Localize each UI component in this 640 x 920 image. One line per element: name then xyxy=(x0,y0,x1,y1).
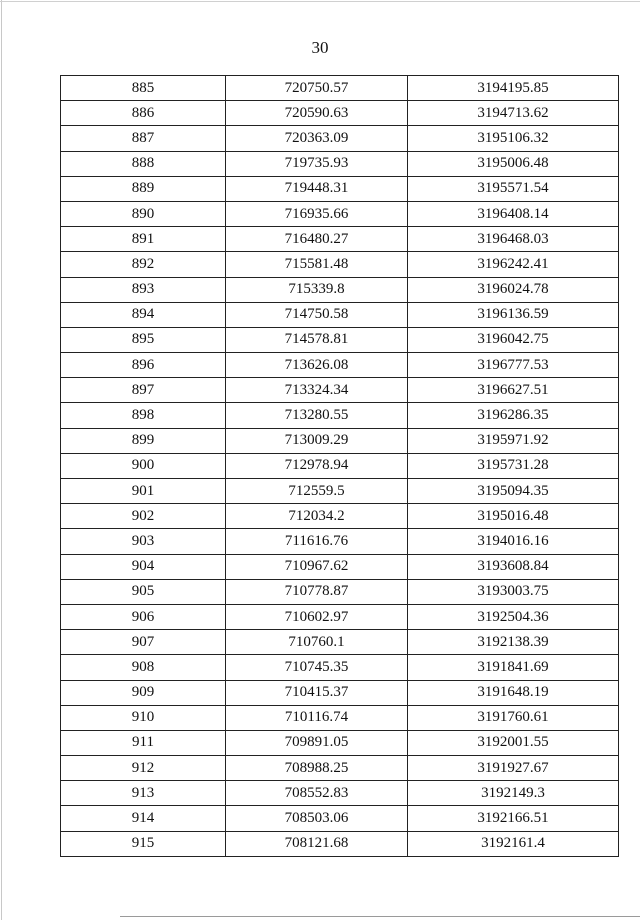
table-row xyxy=(61,781,619,806)
point-number-cell: 894 xyxy=(61,302,226,327)
y-coordinate-cell: 3195006.48 xyxy=(408,151,619,176)
point-number-cell: 897 xyxy=(61,378,226,403)
point-number-cell: 899 xyxy=(61,428,226,453)
table-row xyxy=(61,126,619,151)
table-row xyxy=(61,327,619,352)
x-coordinate-cell: 708988.25 xyxy=(226,756,408,781)
point-number-cell: 887 xyxy=(61,126,226,151)
point-number-cell: 886 xyxy=(61,101,226,126)
table-row xyxy=(61,277,619,302)
y-coordinate-cell: 3195094.35 xyxy=(408,479,619,504)
point-number-cell: 905 xyxy=(61,579,226,604)
table-row xyxy=(61,176,619,201)
point-number-cell: 915 xyxy=(61,831,226,856)
table-row xyxy=(61,806,619,831)
y-coordinate-cell: 3195571.54 xyxy=(408,176,619,201)
x-coordinate-cell: 714750.58 xyxy=(226,302,408,327)
point-number-cell: 902 xyxy=(61,504,226,529)
point-number-cell: 900 xyxy=(61,453,226,478)
x-coordinate-cell: 716935.66 xyxy=(226,201,408,226)
point-number-cell: 892 xyxy=(61,252,226,277)
y-coordinate-cell: 3192504.36 xyxy=(408,604,619,629)
table-row xyxy=(61,227,619,252)
point-number-cell: 888 xyxy=(61,151,226,176)
table-row xyxy=(61,831,619,856)
x-coordinate-cell: 720590.63 xyxy=(226,101,408,126)
page-number: 30 xyxy=(311,38,329,57)
table-row xyxy=(61,554,619,579)
point-number-cell: 907 xyxy=(61,630,226,655)
y-coordinate-cell: 3192166.51 xyxy=(408,806,619,831)
x-coordinate-cell: 710967.62 xyxy=(226,554,408,579)
point-number-cell: 909 xyxy=(61,680,226,705)
table-row xyxy=(61,428,619,453)
x-coordinate-cell: 708552.83 xyxy=(226,781,408,806)
table-row xyxy=(61,378,619,403)
table-row xyxy=(61,756,619,781)
table-row xyxy=(61,730,619,755)
table-row xyxy=(61,529,619,554)
point-number-cell: 910 xyxy=(61,705,226,730)
point-number-cell: 904 xyxy=(61,554,226,579)
x-coordinate-cell: 712559.5 xyxy=(226,479,408,504)
y-coordinate-cell: 3195016.48 xyxy=(408,504,619,529)
point-number-cell: 906 xyxy=(61,604,226,629)
x-coordinate-cell: 711616.76 xyxy=(226,529,408,554)
point-number-cell: 890 xyxy=(61,201,226,226)
x-coordinate-cell: 708121.68 xyxy=(226,831,408,856)
point-number-cell: 885 xyxy=(61,76,226,101)
x-coordinate-cell: 710116.74 xyxy=(226,705,408,730)
y-coordinate-cell: 3196042.75 xyxy=(408,327,619,352)
x-coordinate-cell: 712034.2 xyxy=(226,504,408,529)
y-coordinate-cell: 3192001.55 xyxy=(408,730,619,755)
table-row xyxy=(61,353,619,378)
point-number-cell: 895 xyxy=(61,327,226,352)
x-coordinate-cell: 713280.55 xyxy=(226,403,408,428)
table-row xyxy=(61,101,619,126)
y-coordinate-cell: 3196627.51 xyxy=(408,378,619,403)
y-coordinate-cell: 3191927.67 xyxy=(408,756,619,781)
y-coordinate-cell: 3196024.78 xyxy=(408,277,619,302)
table-row xyxy=(61,453,619,478)
table-row xyxy=(61,252,619,277)
point-number-cell: 911 xyxy=(61,730,226,755)
y-coordinate-cell: 3196777.53 xyxy=(408,353,619,378)
table-row xyxy=(61,579,619,604)
y-coordinate-cell: 3196408.14 xyxy=(408,201,619,226)
x-coordinate-cell: 710760.1 xyxy=(226,630,408,655)
y-coordinate-cell: 3192138.39 xyxy=(408,630,619,655)
coordinate-table-body xyxy=(61,76,619,857)
table-row xyxy=(61,705,619,730)
table-row xyxy=(61,151,619,176)
y-coordinate-cell: 3194195.85 xyxy=(408,76,619,101)
scan-edge-left xyxy=(1,0,2,920)
y-coordinate-cell: 3193608.84 xyxy=(408,554,619,579)
x-coordinate-cell: 708503.06 xyxy=(226,806,408,831)
table-row xyxy=(61,76,619,101)
y-coordinate-cell: 3193003.75 xyxy=(408,579,619,604)
y-coordinate-cell: 3195106.32 xyxy=(408,126,619,151)
x-coordinate-cell: 713324.34 xyxy=(226,378,408,403)
table-row xyxy=(61,630,619,655)
x-coordinate-cell: 715339.8 xyxy=(226,277,408,302)
table-row xyxy=(61,604,619,629)
x-coordinate-cell: 720363.09 xyxy=(226,126,408,151)
point-number-cell: 891 xyxy=(61,227,226,252)
point-number-cell: 889 xyxy=(61,176,226,201)
coordinate-table xyxy=(60,75,619,857)
point-number-cell: 898 xyxy=(61,403,226,428)
x-coordinate-cell: 719448.31 xyxy=(226,176,408,201)
x-coordinate-cell: 709891.05 xyxy=(226,730,408,755)
x-coordinate-cell: 712978.94 xyxy=(226,453,408,478)
table-row xyxy=(61,201,619,226)
table-row xyxy=(61,655,619,680)
x-coordinate-cell: 710602.97 xyxy=(226,604,408,629)
x-coordinate-cell: 716480.27 xyxy=(226,227,408,252)
y-coordinate-cell: 3196468.03 xyxy=(408,227,619,252)
table-row xyxy=(61,504,619,529)
x-coordinate-cell: 713626.08 xyxy=(226,353,408,378)
x-coordinate-cell: 715581.48 xyxy=(226,252,408,277)
x-coordinate-cell: 710415.37 xyxy=(226,680,408,705)
point-number-cell: 913 xyxy=(61,781,226,806)
x-coordinate-cell: 720750.57 xyxy=(226,76,408,101)
y-coordinate-cell: 3191760.61 xyxy=(408,705,619,730)
table-row xyxy=(61,302,619,327)
y-coordinate-cell: 3192149.3 xyxy=(408,781,619,806)
y-coordinate-cell: 3191841.69 xyxy=(408,655,619,680)
y-coordinate-cell: 3196286.35 xyxy=(408,403,619,428)
point-number-cell: 903 xyxy=(61,529,226,554)
y-coordinate-cell: 3192161.4 xyxy=(408,831,619,856)
y-coordinate-cell: 3196136.59 xyxy=(408,302,619,327)
point-number-cell: 912 xyxy=(61,756,226,781)
point-number-cell: 914 xyxy=(61,806,226,831)
x-coordinate-cell: 719735.93 xyxy=(226,151,408,176)
y-coordinate-cell: 3196242.41 xyxy=(408,252,619,277)
y-coordinate-cell: 3195971.92 xyxy=(408,428,619,453)
y-coordinate-cell: 3194016.16 xyxy=(408,529,619,554)
y-coordinate-cell: 3194713.62 xyxy=(408,101,619,126)
x-coordinate-cell: 713009.29 xyxy=(226,428,408,453)
point-number-cell: 896 xyxy=(61,353,226,378)
point-number-cell: 893 xyxy=(61,277,226,302)
point-number-cell: 908 xyxy=(61,655,226,680)
x-coordinate-cell: 710778.87 xyxy=(226,579,408,604)
scan-edge-top xyxy=(0,1,640,2)
scan-edge-bottom xyxy=(120,916,640,917)
y-coordinate-cell: 3191648.19 xyxy=(408,680,619,705)
y-coordinate-cell: 3195731.28 xyxy=(408,453,619,478)
table-row xyxy=(61,680,619,705)
table-row xyxy=(61,403,619,428)
x-coordinate-cell: 710745.35 xyxy=(226,655,408,680)
point-number-cell: 901 xyxy=(61,479,226,504)
x-coordinate-cell: 714578.81 xyxy=(226,327,408,352)
table-row xyxy=(61,479,619,504)
